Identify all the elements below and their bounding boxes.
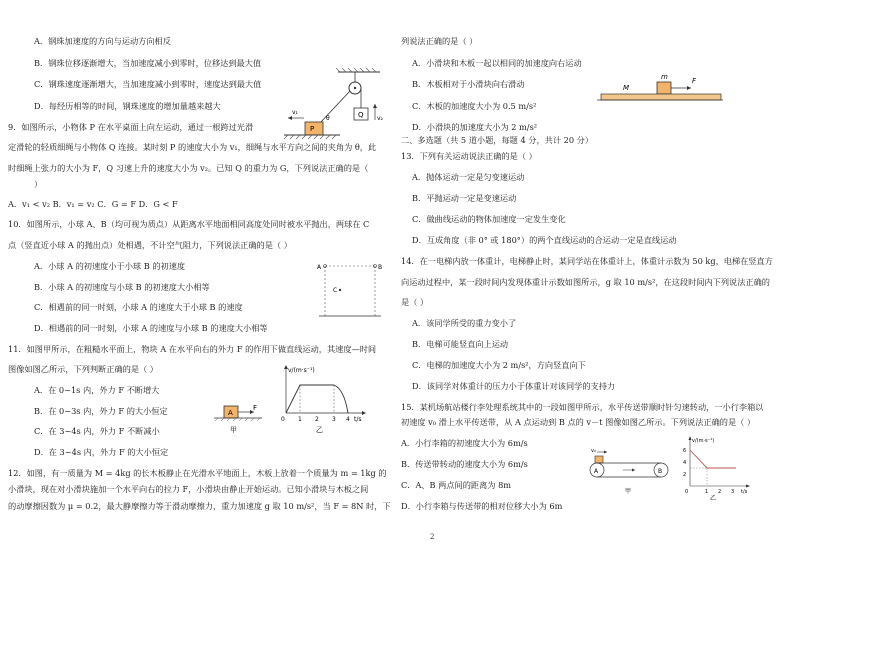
- left-text-line: 点（竖直近小球 A 的抛出点）处相遇，不计空气阻力，下列说法正确的是（ ）: [8, 240, 292, 250]
- right-text-line: A．该同学所受的重力变小了: [412, 318, 517, 328]
- left-text-line: 图像如图乙所示，下列判断正确的是（ ）: [8, 364, 158, 374]
- belt-figure: [583, 446, 678, 501]
- right-text-line: D．该同学对体重计的压力小于体重计对该同学的支持力: [412, 381, 616, 391]
- right-text-line: A．抛体运动一定是匀变速运动: [412, 172, 525, 182]
- board-figure: [595, 70, 725, 110]
- right-text-line: 是（ ）: [401, 297, 429, 307]
- right-text-line: D．小滑块的加速度大小为 2 m/s²: [412, 122, 538, 132]
- left-text-line: D．在 3~4s 内，外力 F 的大小恒定: [34, 447, 169, 457]
- belt-b-label: B: [658, 468, 663, 475]
- vt15-yi-label: 乙: [710, 495, 717, 502]
- right-text-line: 列说法正确的是（ ）: [401, 36, 478, 46]
- left-text-line: C．钢珠速度逐渐增大，当加速度减小到零时，速度达到最大值: [34, 79, 262, 89]
- q-label: Q: [358, 111, 364, 119]
- right-text-line: B．木板相对于小滑块向右滑动: [412, 79, 525, 89]
- vt15-y6: 6: [683, 448, 687, 454]
- vt11-ylabel: v/(m·s⁻¹): [288, 367, 315, 374]
- vt15-ylabel: v/(m·s⁻¹): [692, 438, 715, 444]
- vt-graph-11: [272, 363, 372, 435]
- left-text-line: B．在 0~3s 内，外力 F 的大小恒定: [34, 406, 168, 416]
- right-text-line: D．互成角度（非 0° 或 180°）的两个直线运动的合运动一定是直线运动: [412, 235, 677, 245]
- belt-jia-label: 甲: [625, 488, 632, 495]
- vt11-t4: 4: [346, 416, 350, 423]
- right-text-line: 14．在一电梯内放一体重计，电梯静止时，某同学站在体重计上，体重计示数为 50 kg，电梯在竖直方: [401, 256, 773, 266]
- right-text-line: B．电梯可能竖直向上运动: [412, 339, 509, 349]
- left-text-line: D．相遇前的同一时刻，小球 A 的速度与小球 B 的速度大小相等: [34, 323, 268, 333]
- belt-v0-label: v₀: [591, 448, 596, 454]
- vt-graph-15: [680, 434, 755, 502]
- vt15-t2: 2: [718, 489, 722, 495]
- a-point-label: A: [317, 264, 322, 271]
- left-text-line: 11．如图甲所示，在粗糙水平面上，物块 A 在水平向右的外力 F 的作用下做直线运动，其速度—时间: [8, 344, 377, 354]
- block-a-figure: [210, 400, 270, 436]
- right-text-line: B．平抛运动一定是变速运动: [412, 193, 517, 203]
- left-text-line: C．在 3~4s 内，外力 F 不断减小: [34, 426, 160, 436]
- left-text-line: D．每经历相等的时间，钢珠速度的增加量越来越大: [34, 101, 221, 111]
- belt-a-label: A: [594, 468, 599, 475]
- vt15-xlabel: t/s: [741, 489, 748, 495]
- small-m-label: m: [661, 73, 668, 81]
- vt11-t1: 1: [298, 416, 302, 423]
- right-text-line: C．A、B 两点间的距离为 8m: [401, 480, 512, 490]
- left-text-line: 的动摩擦因数为 μ = 0.2，最大静摩擦力等于滑动摩擦力，重力加速度 g 取 10 m/s²，当 F = 8N 时，下: [8, 501, 391, 511]
- vt11-origin: 0: [281, 416, 285, 423]
- right-text-line: C．木板的加速度大小为 0.5 m/s²: [412, 101, 537, 111]
- page-number: 2: [430, 533, 435, 541]
- c-point-label: C: [333, 287, 338, 294]
- right-text-line: 15．某机场航站楼行李处理系统其中的一段如图甲所示，水平传送带顺时针匀速转动，一小行李箱以: [401, 402, 764, 412]
- left-text-line: 12．如图，有一质量为 M = 4kg 的长木板静止在光滑水平地面上，木板上放着一个质量为 m = 1kg 的: [8, 468, 387, 478]
- vt15-y2: 2: [683, 472, 687, 478]
- vt15-origin: 0: [685, 489, 689, 495]
- left-text-line: B．小球 A 的初速度与小球 B 的初速度大小相等: [34, 282, 210, 292]
- left-text-line: A．钢珠加速度的方向与运动方向相反: [34, 36, 171, 46]
- vt11-t3: 3: [332, 416, 336, 423]
- force-f-label: F: [253, 404, 258, 412]
- right-text-line: 初速度 v₀ 滑上水平传送带，从 A 点运动到 B 点的 v－t 图像如图乙所示。下列说法正确的是（ ）: [401, 417, 756, 427]
- left-text-line: 定滑轮的轻质细绳与小物体 Q 连接。某时刻 P 的速度大小为 v₁，细绳与水平方向之间的夹角为 θ，此: [8, 142, 377, 152]
- vt11-t2: 2: [315, 416, 319, 423]
- right-text-line: 13．下列有关运动说法正确的是（ ）: [401, 151, 537, 161]
- left-text-line: 小滑块，现在对小滑块施加一个水平向右的拉力 F，小滑块由静止开始运动。已知小滑块与木板之间: [8, 484, 369, 494]
- right-text-line: B．传送带转动的速度大小为 6m/s: [401, 459, 528, 469]
- right-text-line: A．小滑块和木板一起以相同的加速度向右运动: [412, 58, 582, 68]
- vt15-t3: 3: [731, 489, 735, 495]
- vt15-y4: 4: [683, 460, 687, 466]
- vt11-xlabel: t/s: [354, 416, 362, 423]
- right-text-line: 二、多选题（共 5 道小题，每题 4 分，共计 20 分）: [401, 135, 594, 145]
- right-text-line: A．小行李箱的初速度大小为 6m/s: [401, 438, 528, 448]
- v2-label: v₂: [377, 115, 383, 122]
- left-text-line: A．v₁ < v₂ B．v₁ = v₂ C．G = F D．G < F: [8, 199, 178, 209]
- big-m-label: M: [623, 84, 630, 92]
- b-point-label: B: [378, 264, 383, 271]
- board-f-label: F: [692, 77, 697, 85]
- left-text-line: C．相遇前的同一时刻，小球 A 的速度大于小球 B 的速度: [34, 302, 243, 312]
- right-text-line: D．小行李箱与传送带的相对位移大小为 6m: [401, 501, 563, 511]
- theta-label: θ: [326, 115, 330, 122]
- v1-label: v₁: [292, 109, 298, 116]
- left-text-line: 时细绳上张力的大小为 F，Q 习速上升的速度大小为 v₂。已知 Q 的重力为 G，下列说法正确的是（: [8, 163, 369, 173]
- right-text-line: C．做曲线运动的物体加速度一定发生变化: [412, 214, 566, 224]
- left-text-line: A．小球 A 的初速度小于小球 B 的初速度: [34, 261, 186, 271]
- left-text-line: ）: [34, 179, 43, 189]
- projectile-figure: [315, 260, 385, 320]
- vt15-t1: 1: [705, 489, 709, 495]
- fig-yi-label: 乙: [316, 426, 323, 434]
- left-text-line: 10．如图所示，小球 A、B（均可视为质点）从距离水平地面相同高度处同时被水平抛出，两球在 C: [8, 219, 370, 229]
- right-text-line: C．电梯的加速度大小为 2 m/s²，方向竖直向下: [412, 360, 586, 370]
- left-text-line: A．在 0~1s 内，外力 F 不断增大: [34, 385, 160, 395]
- fig-jia-label: 甲: [230, 426, 237, 434]
- left-text-line: B．钢珠位移逐渐增大，当加速度减小到零时，位移达到最大值: [34, 58, 262, 68]
- block-a-label: A: [228, 409, 233, 417]
- pulley-figure: [280, 68, 390, 140]
- right-text-line: 向运动过程中，某一段时间内发现体重计示数如图所示，g 取 10 m/s²，在这段时间内下列说法正确的: [401, 277, 770, 287]
- p-label: P: [310, 125, 315, 133]
- left-text-line: 9．如图所示，小物体 P 在水平桌面上向左运动，通过一根跨过光滑: [8, 122, 254, 132]
